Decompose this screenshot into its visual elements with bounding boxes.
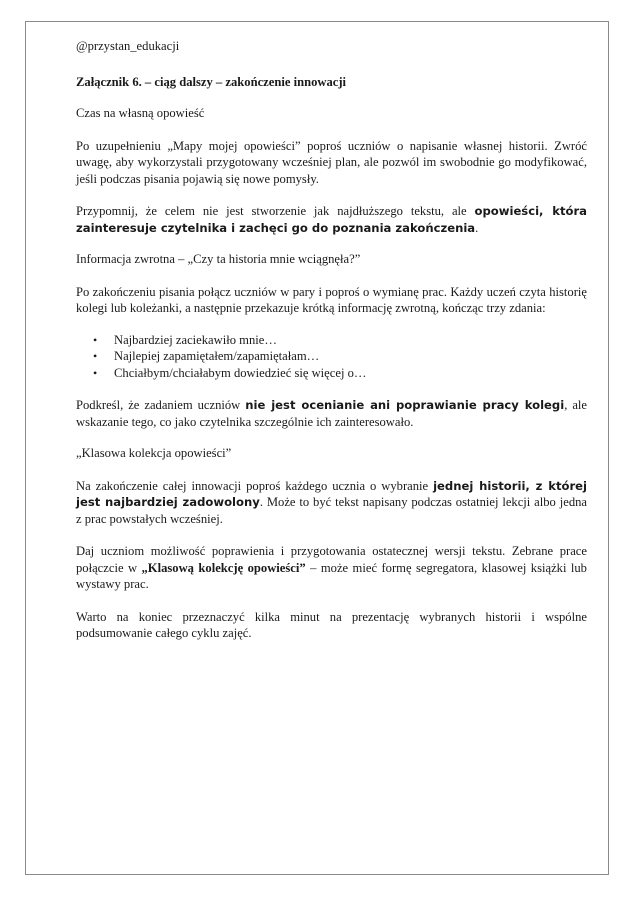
section-heading-class-collection: „Klasowa kolekcja opowieści”: [76, 446, 232, 460]
paragraph-choose-end: . Może to być tekst napisany podczas ostatniej lekcji albo jedna z prac powstałych wcześniej.: [76, 495, 587, 526]
paragraph-final-bold: „Klasową kolekcję opowieści”: [141, 560, 306, 575]
paragraph-presentation: Warto na koniec przeznaczyć kilka minut na prezentację wybranych historii i wspólne podsumowanie całego cyklu zajęć.: [76, 609, 587, 640]
paragraph-final-end: – może mieć formę segregatora, klasowej książki lub wystawy prac.: [76, 560, 587, 591]
paragraph-reminder: [76, 203, 587, 236]
section-heading-feedback: Informacja zwrotna – „Czy ta historia mnie wciągnęła?”: [76, 252, 361, 266]
paragraph-final-version: [76, 543, 587, 593]
paragraph-emphasis-task: [76, 397, 587, 430]
sentence-starters-list: [76, 332, 587, 382]
section-heading-own-story: Czas na własną opowieść: [76, 106, 205, 120]
document-page: [25, 21, 609, 875]
paragraph-choose-text: Na zakończenie całej innowacji poproś każdego ucznia o wybranie: [76, 478, 434, 493]
author-handle: @przystan_edukacji: [76, 39, 180, 53]
paragraph-pair-exchange: Po zakończeniu pisania połącz uczniów w pary i poproś o wymianę prac. Każdy uczeń czyta historię kolegi lub koleżanki, a następnie przekazuje krótką informację zwrotną, kończąc trzy zdania:: [76, 284, 587, 315]
document-content: [76, 38, 587, 642]
paragraph-reminder-end: .: [475, 220, 479, 235]
paragraph-reminder-text: Przypomnij, że celem nie jest stworzenie jak najdłuższego tekstu, ale: [76, 204, 475, 218]
document-title: Załącznik 6. – ciąg dalszy – zakończenie innowacji: [76, 74, 347, 89]
paragraph-choose-bold: jednej historii, z której jest najbardziej zadowolony: [76, 478, 587, 509]
list-item: • Najlepiej zapamiętałem/zapamiętałam…: [114, 348, 587, 365]
list-item: • Najbardziej zaciekawiło mnie…: [114, 332, 587, 349]
paragraph-reminder-emphasis: opowieści, która zainteresuje czytelnika i zachęci go do poznania zakończenia: [76, 204, 587, 235]
paragraph-choose-story: [76, 478, 587, 528]
paragraph-emphasis-end: , ale wskazanie tego, co jako czytelnika szczególnie ich zainteresowało.: [76, 398, 587, 429]
paragraph-final-text: Daj uczniom możliwość poprawienia i przygotowania ostatecznej wersji tekstu. Zebrane prace połączcie w: [76, 544, 587, 575]
paragraph-emphasis-text: Podkreśl, że zadaniem uczniów: [76, 398, 246, 412]
paragraph-story-writing: Po uzupełnieniu „Mapy mojej opowieści” poproś uczniów o napisanie własnej historii. Zwróć uwagę, aby wykorzystali przygotowany wcześniej plan, ale pozwól im swobodnie go modyfikować, jeśli podczas pisania pojawią się nowe pomysły.: [76, 138, 587, 186]
paragraph-emphasis-bold: nie jest ocenianie ani poprawianie pracy kolegi: [245, 398, 565, 412]
list-item: • Chciałbym/chciałabym dowiedzieć się więcej o…: [114, 365, 587, 382]
